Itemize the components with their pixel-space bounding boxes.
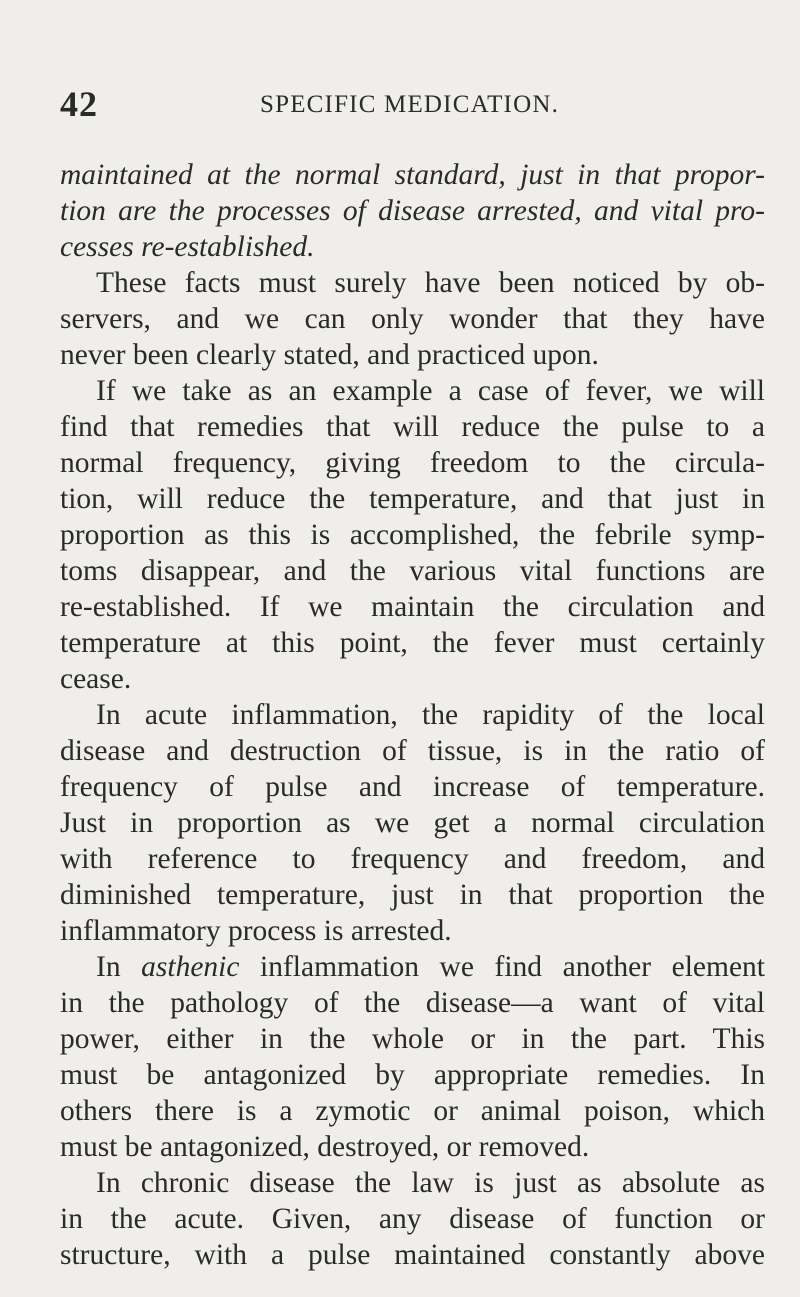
page-number: 42 xyxy=(60,84,98,124)
text-line: cease. xyxy=(60,663,132,695)
text-line: temperature at this point, the fever must certainly xyxy=(60,627,765,659)
text-line: disease and destruction of tissue, is in the ratio of xyxy=(60,735,765,767)
text-line: in the acute. Given, any disease of function or xyxy=(60,1203,765,1235)
italic-term: asthenic xyxy=(141,951,240,983)
text-line-asthenic xyxy=(96,949,765,985)
text-line: others there is a zymotic or animal poison, which xyxy=(60,1095,765,1127)
text-line: tion, will reduce the temperature, and that just in xyxy=(60,483,765,515)
text-run: inflammation we find another element xyxy=(239,951,765,983)
text-line: In acute inflammation, the rapidity of the local xyxy=(96,699,765,731)
text-line: servers, and we can only wonder that they have xyxy=(60,303,765,335)
text-line: These facts must surely have been noticed by ob- xyxy=(96,267,765,299)
text-line: with reference to frequency and freedom, and xyxy=(60,843,765,875)
page-header xyxy=(60,83,760,123)
text-line: maintained at the normal standard, just in that propor- xyxy=(60,159,765,191)
text-line: never been clearly stated, and practiced upon. xyxy=(60,339,599,371)
text-line: normal frequency, giving freedom to the circula- xyxy=(60,447,765,479)
text-line: power, either in the whole or in the part. This xyxy=(60,1023,765,1055)
text-line: re-established. If we maintain the circulation and xyxy=(60,591,765,623)
text-line: diminished temperature, just in that proportion the xyxy=(60,879,765,911)
text-run: In xyxy=(96,951,142,983)
text-line: find that remedies that will reduce the pulse to a xyxy=(60,411,765,443)
text-line: inflammatory process is arrested. xyxy=(60,915,452,947)
text-line: must be antagonized by appropriate remedies. In xyxy=(60,1059,765,1091)
text-line: Just in proportion as we get a normal circulation xyxy=(60,807,765,839)
text-line: frequency of pulse and increase of temperature. xyxy=(60,771,765,803)
running-head: SPECIFIC MEDICATION. xyxy=(260,91,560,118)
text-line: In chronic disease the law is just as absolute as xyxy=(96,1167,765,1199)
text-line: tion are the processes of disease arrested, and vital pro- xyxy=(60,195,765,227)
text-line: cesses re-established. xyxy=(60,231,315,263)
text-line: structure, with a pulse maintained constantly above xyxy=(60,1239,765,1271)
text-line: toms disappear, and the various vital functions are xyxy=(60,555,765,587)
text-line: If we take as an example a case of fever, we will xyxy=(96,375,765,407)
text-line: must be antagonized, destroyed, or removed. xyxy=(60,1131,590,1163)
text-line: proportion as this is accomplished, the febrile symp- xyxy=(60,519,765,551)
text-line: in the pathology of the disease—a want of vital xyxy=(60,987,765,1019)
